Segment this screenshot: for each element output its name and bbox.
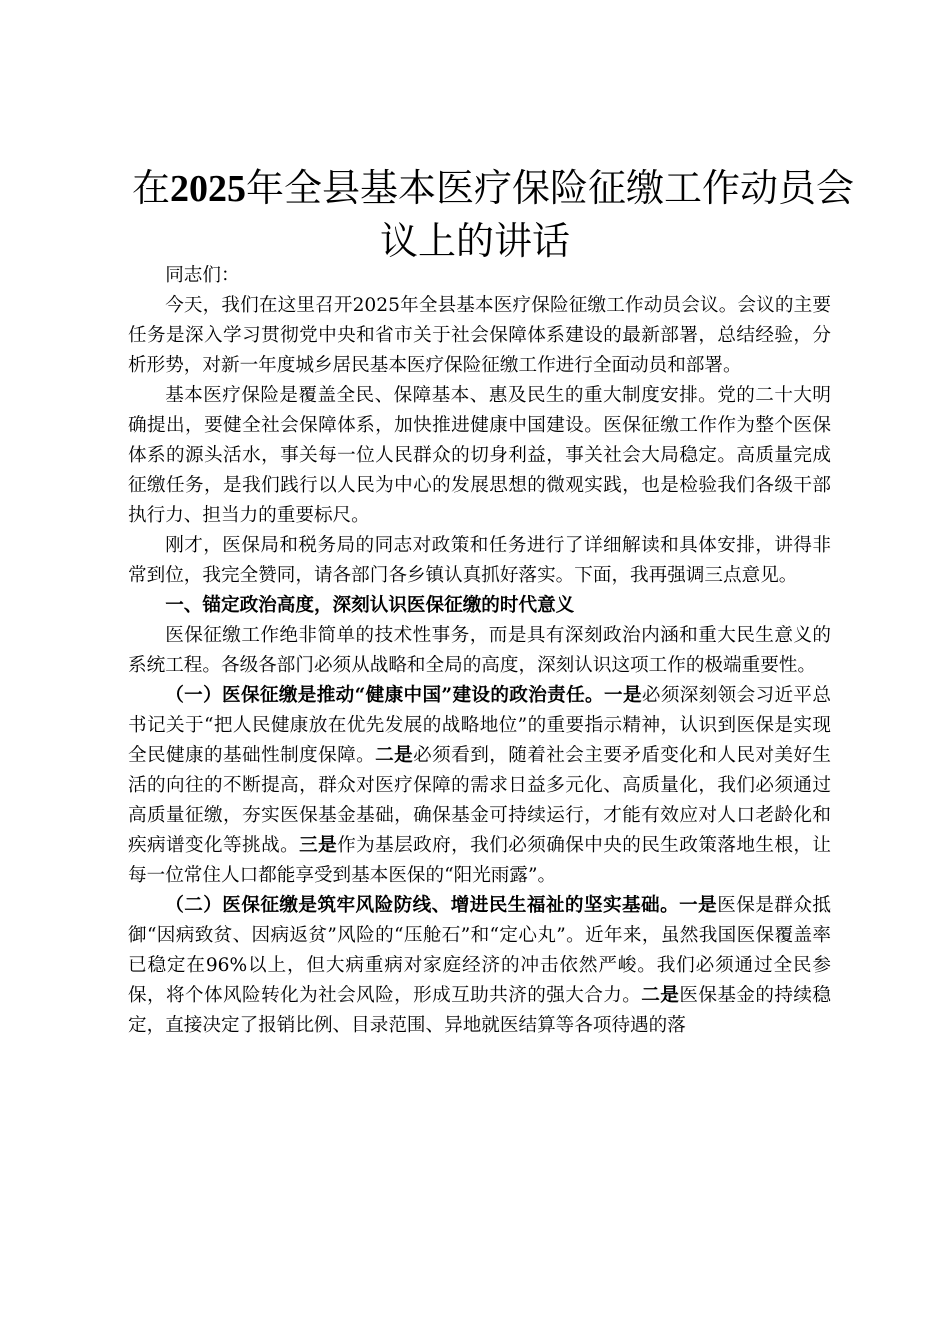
- paragraph-transition: 刚才，医保局和税务局的同志对政策和任务进行了详细解读和具体安排，讲得非常到位，我完全赞同，请各部门各乡镇认真抓好落实。下面，我再强调三点意见。: [128, 535, 831, 586]
- point-1-text: 必须深刻领会习近平总书记关于“把人民健康放在优先发展的战略地位”的重要指示精神，认识到医保是实现全民健康的基础性制度保障。: [128, 685, 831, 766]
- title-suffix: 年全县基本医疗保险征缴工作动员会: [246, 166, 855, 210]
- title-line-2: 议上的讲话: [379, 219, 570, 263]
- point-1-keyword: 一是: [604, 685, 642, 706]
- point-3-keyword: 三是: [299, 835, 338, 856]
- title-prefix: 在: [132, 166, 171, 210]
- greeting: 同志们：: [165, 265, 240, 286]
- title-line-1: [132, 162, 855, 215]
- point-2-keyword: 二是: [375, 745, 414, 766]
- section-heading-1: 一、锚定政治高度，深刻认识医保征缴的时代意义: [165, 595, 575, 616]
- title-year: 2025: [170, 168, 247, 210]
- point-1-keyword: 一是: [679, 895, 718, 916]
- point-3-text: 作为基层政府，我们必须确保中央的民生政策落地生根，让每一位常住人口都能享受到基本医保的“阳光雨露”。: [128, 835, 831, 886]
- paragraph-intro: 今天，我们在这里召开2025年全县基本医疗保险征缴工作动员会议。会议的主要任务是深入学习贯彻党中央和省市关于社会保障体系建设的最新部署，总结经验，分析形势，对新一年度城乡居民基本医疗保险征缴工作进行全面动员和部署。: [128, 295, 831, 376]
- point-2-text: 必须看到，随着社会主要矛盾变化和人民对美好生活的向往的不断提高，群众对医疗保障的需求日益多元化、高质量化，我们必须通过高质量征缴，夯实医保基金基础，确保基金可持续运行，才能有效应对人口老龄化和疾病谱变化等挑战。: [128, 745, 831, 856]
- subsection-2-lead: （二）医保征缴是筑牢风险防线、增进民生福祉的坚实基础。: [165, 895, 680, 916]
- subsection-1-lead: （一）医保征缴是推动“健康中国”建设的政治责任。: [165, 685, 604, 706]
- point-1-text: 医保是群众抵御“因病致贫、因病返贫”风险的“压舱石”和“定心丸”。近年来，虽然我国医保覆盖率已稳定在96%以上，但大病重病对家庭经济的冲击依然严峻。我们必须通过全民参保，将个体风险转化为社会风险，形成互助共济的强大合力。: [128, 895, 831, 1006]
- point-2-keyword: 二是: [641, 985, 680, 1006]
- document-title: [132, 162, 855, 267]
- paragraph-section1-intro: 医保征缴工作绝非简单的技术性事务，而是具有深刻政治内涵和重大民生意义的系统工程。各级各部门必须从战略和全局的高度，深刻认识这项工作的极端重要性。: [128, 625, 831, 676]
- subsection-2: [128, 891, 831, 1041]
- document-body: [128, 261, 831, 1041]
- paragraph-background: 基本医疗保险是覆盖全民、保障基本、惠及民生的重大制度安排。党的二十大明确提出，要健全社会保障体系，加快推进健康中国建设。医保征缴工作作为整个医保体系的源头活水，事关每一位人民群众的切身利益，事关社会大局稳定。高质量完成征缴任务，是我们践行以人民为中心的发展思想的微观实践，也是检验我们各级干部执行力、担当力的重要标尺。: [128, 385, 831, 526]
- subsection-1: [128, 681, 831, 891]
- point-2-text: 医保基金的持续稳定，直接决定了报销比例、目录范围、异地就医结算等各项待遇的落: [128, 985, 831, 1036]
